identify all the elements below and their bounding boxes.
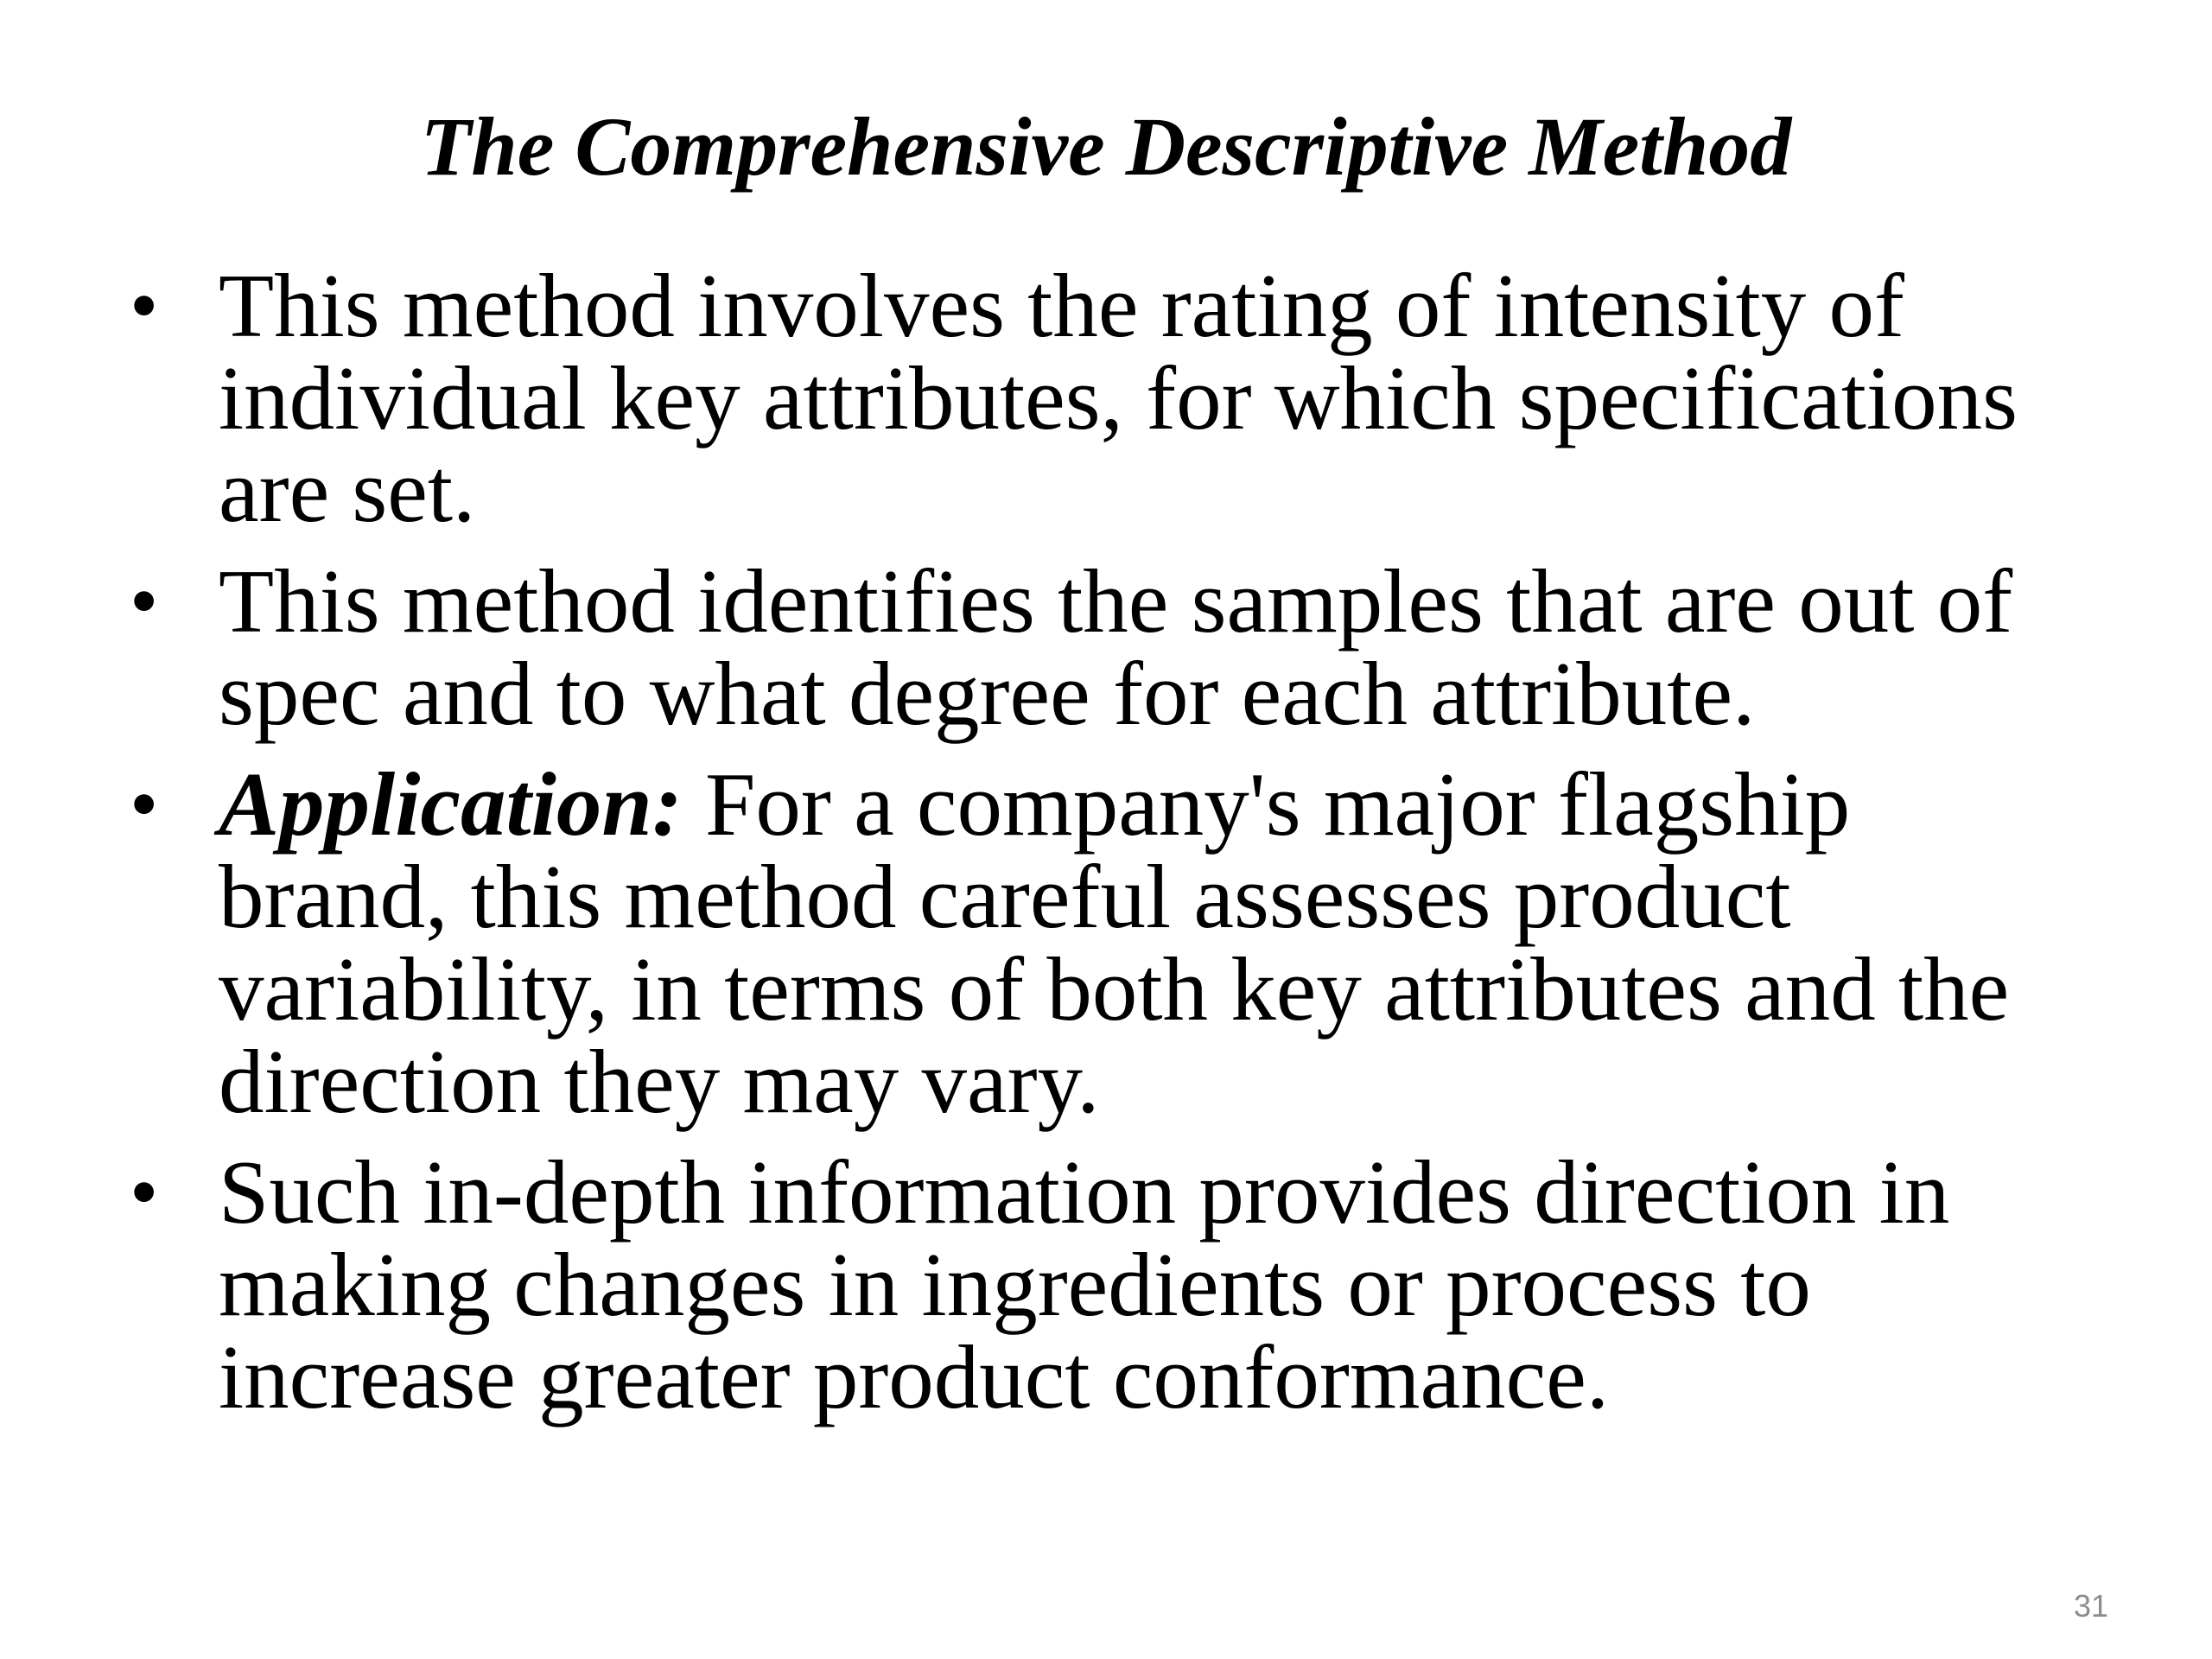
bullet-list <box>130 255 2100 1441</box>
bullet-icon: • <box>130 758 159 849</box>
bullet-item-1 <box>130 255 2100 541</box>
bullet-item-4 <box>130 1141 2100 1427</box>
bullet-icon: • <box>130 1146 159 1237</box>
bullet-icon: • <box>130 259 159 351</box>
bullet-text: This method identifies the samples that are out of spec and to what degree for each attribute. <box>219 550 2013 744</box>
bullet-item-2 <box>130 550 2100 744</box>
bullet-text: This method involves the rating of intensity of individual key attributes, for which specifications are set. <box>219 255 2018 541</box>
bullet-icon: • <box>130 555 159 646</box>
bullet-text: For a company's major flagship brand, this method careful assesses product variability, in terms of both key attributes and the direction they may vary. <box>219 753 2010 1132</box>
bullet-item-3 <box>130 753 2100 1132</box>
bullet-text: Such in-depth information provides direction in making changes in ingredients or process to increase greater product conformance. <box>219 1141 1950 1427</box>
bullet-lead-label: Application: <box>219 753 683 855</box>
page-number: 31 <box>2073 1588 2108 1624</box>
slide-title: The Comprehensive Descriptive Method <box>420 100 1792 193</box>
